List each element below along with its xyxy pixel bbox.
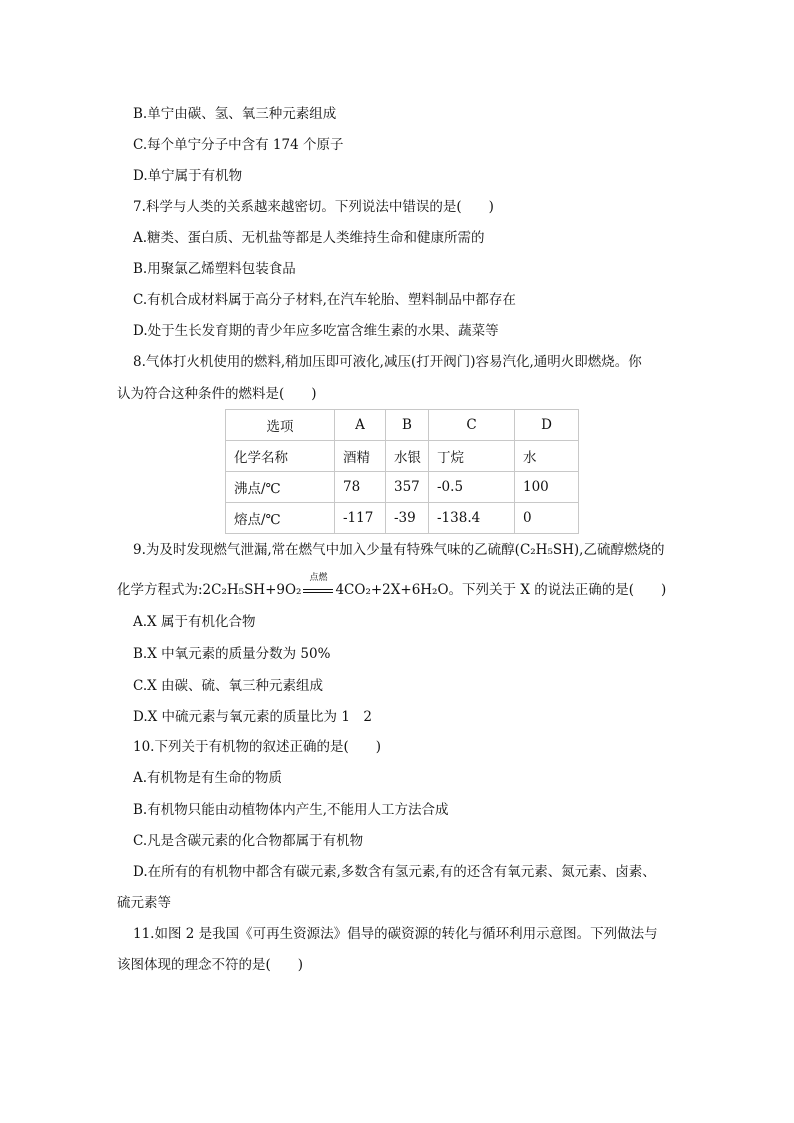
table-cell: 78 [335, 472, 386, 503]
table-cell: 357 [386, 472, 429, 503]
q7-option-b: B.用聚氯乙烯塑料包装食品 [133, 261, 296, 277]
q11-stem-line1: 11.如图 2 是我国《可再生资源法》倡导的碳资源的转化与循环利用示意图。下列做法与 [133, 926, 658, 942]
table-cell: 水 [515, 441, 579, 472]
q6-option-d: D.单宁属于有机物 [133, 168, 243, 184]
q6-option-c: C.每个单宁分子中含有 174 个原子 [133, 137, 344, 153]
table-header-cell: D [515, 410, 579, 441]
q7-option-a: A.糖类、蛋白质、无机盐等都是人类维持生命和健康所需的 [133, 230, 485, 246]
equation-right: 4CO₂+2X+6H₂O。下列关于 X 的说法正确的是( ) [335, 582, 667, 598]
q7-option-d: D.处于生长发育期的青少年应多吃富含维生素的水果、蔬菜等 [133, 323, 499, 339]
table-cell: 水银 [386, 441, 429, 472]
table-cell: 酒精 [335, 441, 386, 472]
q10-stem: 10.下列关于有机物的叙述正确的是( ) [133, 739, 382, 755]
table-row [226, 472, 579, 503]
table-cell: -0.5 [429, 472, 515, 503]
q10-option-a: A.有机物是有生命的物质 [133, 770, 283, 786]
q10-option-d-line2: 硫元素等 [117, 895, 171, 911]
q10-option-d-line1: D.在所有的有机物中都含有碳元素,多数含有氢元素,有的还含有氧元素、氮元素、卤素、 [133, 864, 656, 880]
q6-option-b: B.单宁由碳、氢、氧三种元素组成 [133, 106, 337, 122]
table-cell: 100 [515, 472, 579, 503]
table-cell: 丁烷 [429, 441, 515, 472]
q9-option-c: C.X 由碳、硫、氧三种元素组成 [133, 678, 324, 694]
table-header-cell: B [386, 410, 429, 441]
q9-equation-line [117, 573, 667, 600]
table-cell: -117 [335, 503, 386, 534]
q9-stem-line1: 9.为及时发现燃气泄漏,常在燃气中加入少量有特殊气味的乙硫醇(C₂H₅SH),乙硫醇燃烧的 [133, 542, 665, 558]
equation-left: 化学方程式为:2C₂H₅SH+9O₂ [117, 582, 302, 598]
table-header-cell: 选项 [226, 410, 335, 441]
table-cell: 熔点/℃ [226, 503, 335, 534]
q9-option-d: D.X 中硫元素与氧元素的质量比为 1 2 [133, 709, 373, 725]
q10-option-b: B.有机物只能由动植物体内产生,不能用人工方法合成 [133, 802, 449, 818]
table-cell: -138.4 [429, 503, 515, 534]
table-row [226, 503, 579, 534]
fuel-options-table [225, 409, 579, 534]
table-header-cell: C [429, 410, 515, 441]
table-header-cell: A [335, 410, 386, 441]
table-row [226, 441, 579, 472]
q8-stem-line1: 8.气体打火机使用的燃料,稍加压即可液化,减压(打开阀门)容易汽化,通明火即燃烧。你 [133, 354, 642, 370]
table-cell: 0 [515, 503, 579, 534]
q8-stem-line2: 认为符合这种条件的燃料是( ) [117, 386, 317, 402]
q7-stem: 7.科学与人类的关系越来越密切。下列说法中错误的是( ) [133, 199, 494, 215]
table-cell: 化学名称 [226, 441, 335, 472]
table-cell: -39 [386, 503, 429, 534]
q7-option-c: C.有机合成材料属于高分子材料,在汽车轮胎、塑料制品中都存在 [133, 292, 516, 308]
reaction-arrow [303, 573, 333, 600]
q11-stem-line2: 该图体现的理念不符的是( ) [117, 957, 304, 973]
q9-option-b: B.X 中氧元素的质量分数为 50% [133, 646, 331, 662]
table-header-row [226, 410, 579, 441]
reaction-condition: 点燃 [309, 573, 328, 583]
q10-option-c: C.凡是含碳元素的化合物都属于有机物 [133, 833, 364, 849]
table-cell: 沸点/℃ [226, 472, 335, 503]
q9-option-a: A.X 属于有机化合物 [133, 614, 256, 630]
